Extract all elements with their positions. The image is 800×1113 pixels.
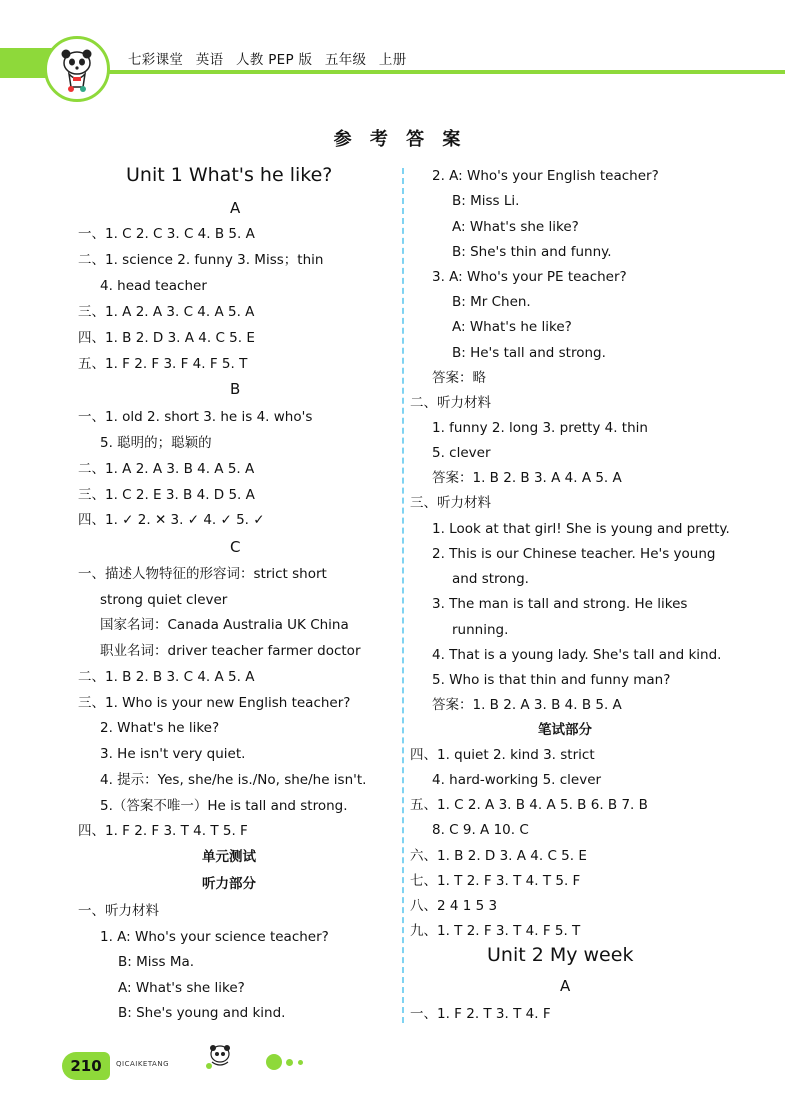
answer-line: 二、1. A 2. A 3. B 4. A 5. A: [78, 461, 255, 477]
answer-line: 三、1. Who is your new English teacher?: [78, 695, 351, 711]
answer-line: 答案：略: [432, 370, 486, 386]
answer-line: 七、1. T 2. F 3. T 4. T 5. F: [410, 873, 581, 889]
answer-line: 5. 聪明的；聪颖的: [100, 435, 212, 451]
answer-line: 三、1. A 2. A 3. C 4. A 5. A: [78, 304, 255, 320]
panda-mascot-icon: [200, 1040, 240, 1070]
answer-line: 一、1. C 2. C 3. C 4. B 5. A: [78, 226, 255, 242]
section-heading: 听力部分: [202, 876, 256, 892]
section-heading: A: [230, 199, 241, 217]
header-volume: 上册: [378, 52, 407, 68]
answer-line: 4. head teacher: [100, 278, 207, 294]
answer-line: 一、1. F 2. T 3. T 4. F: [410, 1006, 551, 1022]
header-edition: 人教 PEP 版: [236, 52, 313, 68]
answer-line: 二、1. science 2. funny 3. Miss；thin: [78, 252, 324, 268]
answer-line: B: Miss Ma.: [118, 954, 195, 970]
footer-dot-small: [298, 1060, 303, 1065]
panda-mascot-icon: [47, 39, 107, 99]
section-heading: 笔试部分: [538, 722, 592, 738]
answer-line: 8. C 9. A 10. C: [432, 822, 529, 838]
answer-line: 一、1. old 2. short 3. he is 4. who's: [78, 409, 313, 425]
answer-line: 1. Look at that girl! She is young and pretty.: [432, 521, 730, 537]
answer-line: 二、1. B 2. B 3. C 4. A 5. A: [78, 669, 255, 685]
section-heading: 单元测试: [202, 849, 256, 865]
answer-line: B: He's tall and strong.: [452, 345, 606, 361]
answer-line: 九、1. T 2. F 3. T 4. F 5. T: [410, 923, 581, 939]
section-heading: C: [230, 538, 241, 556]
answer-line: A: What's she like?: [452, 219, 579, 235]
answer-line: 2. A: Who's your English teacher?: [432, 168, 659, 184]
answer-line: 六、1. B 2. D 3. A 4. C 5. E: [410, 848, 587, 864]
answer-line: 职业名词：driver teacher farmer doctor: [100, 643, 361, 659]
answer-line: and strong.: [452, 571, 529, 587]
answer-line: 答案：1. B 2. B 3. A 4. A 5. A: [432, 470, 622, 486]
answer-line: A: What's he like?: [452, 319, 572, 335]
answer-line: 3. He isn't very quiet.: [100, 746, 246, 762]
answer-line: 一、听力材料: [78, 903, 159, 919]
column-divider: [402, 168, 404, 1023]
answer-line: running.: [452, 622, 509, 638]
answer-line: 五、1. C 2. A 3. B 4. A 5. B 6. B 7. B: [410, 797, 648, 813]
answer-line: 四、1. ✓ 2. ✕ 3. ✓ 4. ✓ 5. ✓: [78, 512, 265, 528]
page-header: [0, 0, 800, 110]
mascot-logo: [44, 36, 110, 102]
answer-line: B: Miss Li.: [452, 193, 520, 209]
answer-line: 四、1. F 2. F 3. T 4. T 5. F: [78, 823, 248, 839]
answer-line: 4. hard-working 5. clever: [432, 772, 602, 788]
answer-line: 3. The man is tall and strong. He likes: [432, 596, 688, 612]
answer-line: 四、1. B 2. D 3. A 4. C 5. E: [78, 330, 255, 346]
page-title: 参 考 答 案: [333, 129, 467, 150]
answer-line: 答案：1. B 2. A 3. B 4. B 5. A: [432, 697, 622, 713]
answer-line: B: She's thin and funny.: [452, 244, 612, 260]
answer-line: 1. A: Who's your science teacher?: [100, 929, 329, 945]
answer-line: strong quiet clever: [100, 592, 228, 608]
answer-line: 2. This is our Chinese teacher. He's young: [432, 546, 716, 562]
section-heading: Unit 1 What's he like?: [126, 164, 333, 186]
section-heading: Unit 2 My week: [487, 944, 634, 966]
answer-line: 五、1. F 2. F 3. F 4. F 5. T: [78, 356, 248, 372]
answer-line: 4. That is a young lady. She's tall and kind.: [432, 647, 722, 663]
header-series-title: [128, 48, 415, 68]
answer-line: 5. clever: [432, 445, 491, 461]
answer-line: 国家名词：Canada Australia UK China: [100, 617, 349, 633]
answer-line: 一、描述人物特征的形容词：strict short: [78, 566, 327, 582]
section-heading: B: [230, 380, 241, 398]
answer-line: 3. A: Who's your PE teacher?: [432, 269, 627, 285]
answer-line: 5.（答案不唯一）He is tall and strong.: [100, 798, 348, 814]
footer-dot-large: [266, 1054, 282, 1070]
answer-line: 八、2 4 1 5 3: [410, 898, 498, 914]
section-heading: A: [560, 977, 571, 995]
answer-line: 1. funny 2. long 3. pretty 4. thin: [432, 420, 648, 436]
answer-line: 四、1. quiet 2. kind 3. strict: [410, 747, 595, 763]
answer-line: 2. What's he like?: [100, 720, 220, 736]
header-grade: 五年级: [324, 52, 367, 68]
answer-line: 二、听力材料: [410, 395, 491, 411]
answer-line: 5. Who is that thin and funny man?: [432, 672, 671, 688]
page-number: 210: [62, 1052, 110, 1080]
answer-line: 4. 提示：Yes, she/he is./No, she/he isn't.: [100, 772, 367, 788]
header-subject: 英语: [195, 52, 224, 68]
footer-brand: QICAIKETANG: [116, 1060, 170, 1068]
header-green-rule: [70, 70, 785, 74]
answer-line: B: Mr Chen.: [452, 294, 531, 310]
answer-line: 三、1. C 2. E 3. B 4. D 5. A: [78, 487, 255, 503]
header-series: 七彩课堂: [128, 52, 184, 68]
answer-line: B: She's young and kind.: [118, 1005, 286, 1021]
footer-dot-medium: [286, 1059, 293, 1066]
answer-line: A: What's she like?: [118, 980, 245, 996]
answer-line: 三、听力材料: [410, 495, 491, 511]
